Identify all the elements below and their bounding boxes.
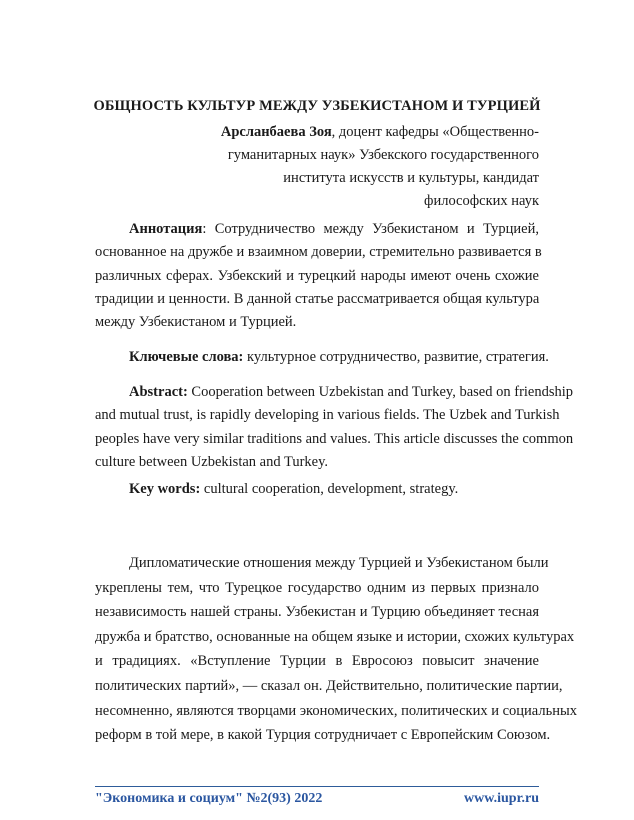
- keywords-ru-text: культурное сотрудничество, развитие, стратегия.: [243, 349, 549, 365]
- author-info: [159, 121, 539, 213]
- keywords-en-paragraph: [95, 478, 539, 501]
- keywords-en-label: Key words:: [129, 481, 201, 497]
- body-line-6: политических партий», — сказал он. Действительно, политические партии,: [95, 677, 563, 694]
- body-line-5: и традициях. «Вступление Турции в Евросоюз повысит значение: [95, 653, 539, 670]
- author-name: Арсланбаева Зоя: [220, 124, 332, 140]
- abstract-line-2: and mutual trust, is rapidly developing in various fields. The Uzbek and Turkish: [95, 407, 560, 424]
- annotation-line-4: традиции и ценности. В данной статье рассматривается общая культура: [95, 290, 540, 307]
- annotation-line-3: различных сферах. Узбекский и турецкий народы имеют очень схожие: [95, 267, 539, 284]
- body-line-7: несомненно, являются творцами экономических, политических и социальных: [95, 702, 577, 719]
- body-line-8: реформ в той мере, в какой Турция сотрудничает с Европейским Союзом.: [95, 727, 551, 744]
- body-line-4: дружба и братство, основанные на общем языке и истории, схожих культурах: [95, 628, 575, 645]
- abstract-line-1-text: Cooperation between Uzbekistan and Turkey, based on friendship: [187, 384, 574, 400]
- annotation-line-1-text: : Сотрудничество между Узбекистаном и Турцией,: [202, 221, 539, 237]
- body-paragraph: [95, 551, 577, 748]
- keywords-en-line: [95, 478, 539, 501]
- footer-divider: [95, 786, 539, 787]
- body-line-1: Дипломатические отношения между Турцией и Узбекистаном были: [129, 555, 549, 571]
- annotation-label: Аннотация: [129, 221, 203, 237]
- article-title: ОБЩНОСТЬ КУЛЬТУР МЕЖДУ УЗБЕКИСТАНОМ И ТУРЦИЕЙ: [93, 98, 541, 114]
- author-line-1-rest: , доцент кафедры «Общественно-: [331, 124, 539, 140]
- footer-journal: "Экономика и социум" №2(93) 2022: [95, 791, 323, 806]
- keywords-ru-paragraph: [95, 346, 549, 369]
- annotation-line-2: основанное на дружбе и взаимном доверии, стремительно развивается в: [95, 244, 542, 261]
- author-line-4: философских наук: [424, 193, 539, 209]
- page-footer: [95, 791, 539, 811]
- annotation-line-5: между Узбекистаном и Турцией.: [95, 314, 297, 331]
- author-line-3: института искусств и культуры, кандидат: [283, 170, 539, 186]
- annotation-line-1: [95, 218, 539, 241]
- author-line-2: гуманитарных наук» Узбекского государственного: [227, 147, 539, 163]
- abstract-line-4: culture between Uzbekistan and Turkey.: [95, 453, 329, 470]
- author-line-1: [159, 121, 539, 144]
- abstract-label: Abstract:: [129, 384, 188, 400]
- footer-website-link[interactable]: www.iupr.ru: [464, 791, 539, 806]
- abstract-en-paragraph: [95, 381, 574, 474]
- abstract-line-3: peoples have very similar traditions and values. This article discusses the common: [95, 430, 574, 447]
- annotation-paragraph: [95, 218, 542, 334]
- keywords-ru-line: [95, 346, 549, 369]
- body-line-2: укреплены тем, что Турецкое государство одним из первых признало: [95, 579, 539, 596]
- body-line-3: независимость нашей страны. Узбекистан и Турцию объединяет тесная: [95, 604, 539, 621]
- keywords-en-text: cultural cooperation, development, strategy.: [200, 481, 459, 497]
- abstract-line-1: [95, 381, 574, 404]
- keywords-ru-label: Ключевые слова:: [129, 349, 244, 365]
